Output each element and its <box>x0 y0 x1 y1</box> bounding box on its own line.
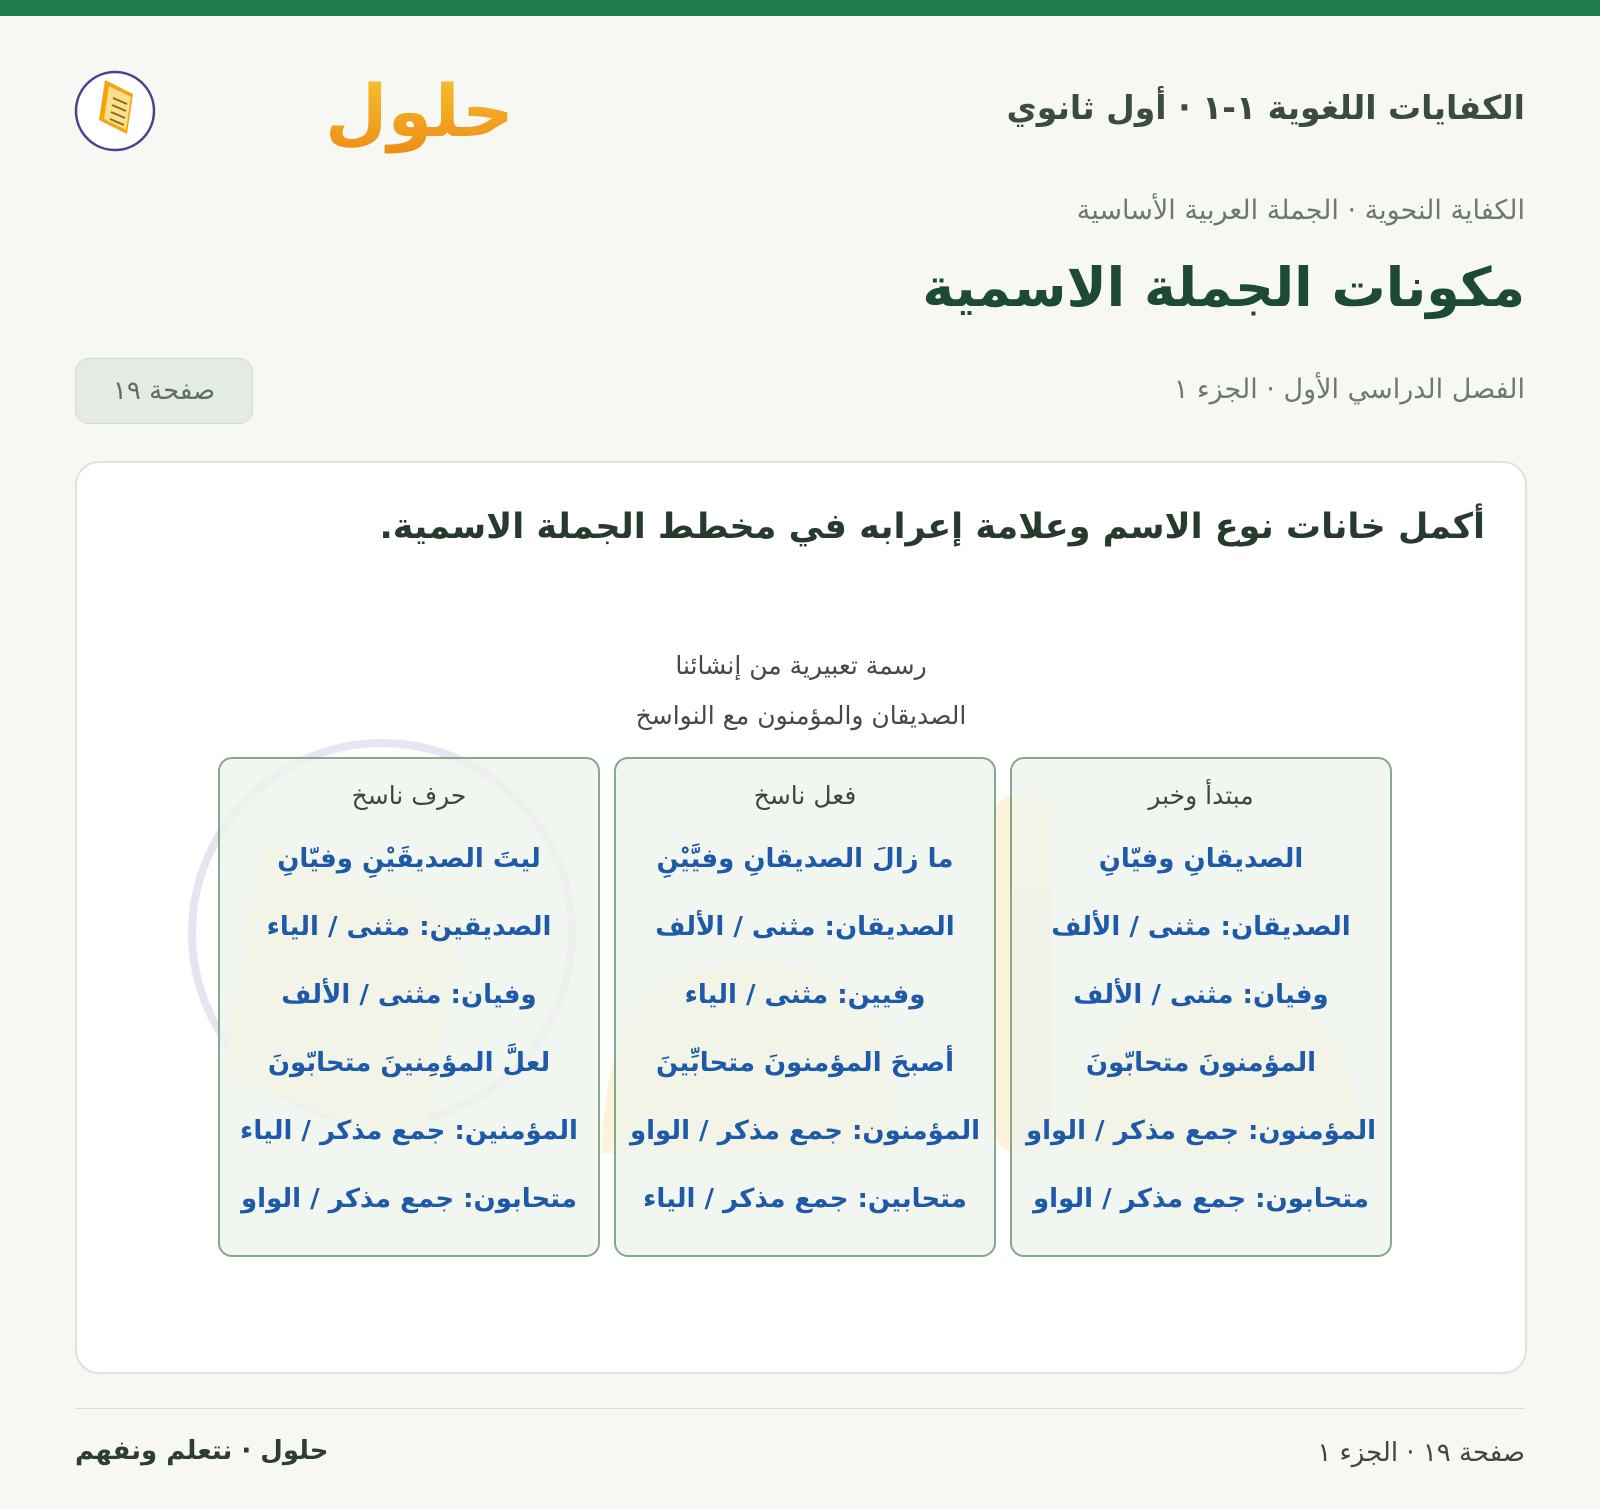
page-title: مكونات الجملة الاسمية <box>922 256 1525 319</box>
answer-line: المؤمنون: جمع مذكر / الواو <box>1025 1116 1377 1146</box>
answer-line: وفيان: مثنى / الألف <box>1073 980 1329 1010</box>
answer-line: المؤمنين: جمع مذكر / الياء <box>240 1116 578 1146</box>
column-title: مبتدأ وخبر <box>1148 781 1254 810</box>
exercise-instruction: أكمل خانات نوع الاسم وعلامة إعرابه في مخطط الجملة الاسمية. <box>379 507 1485 547</box>
page-number-badge: صفحة ١٩ <box>75 358 253 424</box>
exercise-card <box>75 461 1527 1374</box>
answer-line: متحابين: جمع مذكر / الياء <box>643 1184 967 1214</box>
example-sentence: أصبحَ المؤمنونَ متحابِّينَ <box>655 1048 955 1078</box>
figure-caption: رسمة تعبيرية من إنشائنا <box>675 651 927 680</box>
hulul-logo <box>75 54 514 160</box>
answer-line: الصديقين: مثنى / الياء <box>266 912 552 942</box>
logo-wordmark: حلول <box>325 69 514 153</box>
breadcrumb: الكفاية النحوية · الجملة العربية الأساسية <box>1076 195 1525 226</box>
figure-subcaption: الصديقان والمؤمنون مع النواسخ <box>635 701 967 730</box>
answer-line: وفيين: مثنى / الياء <box>684 980 926 1010</box>
column-title: فعل ناسخ <box>753 781 857 810</box>
answer-line: الصديقان: مثنى / الألف <box>655 912 955 942</box>
answer-line: متحابون: جمع مذكر / الواو <box>241 1184 577 1214</box>
course-title: الكفايات اللغوية ١-١ · أول ثانوي <box>1006 88 1525 127</box>
answer-line: المؤمنون: جمع مذكر / الواو <box>629 1116 981 1146</box>
footer-brand: حلول · نتعلم ونفهم <box>75 1436 329 1466</box>
answer-line: الصديقان: مثنى / الألف <box>1051 912 1351 942</box>
footer-page-info: صفحة ١٩ · الجزء ١ <box>1317 1438 1525 1468</box>
semester-label: الفصل الدراسي الأول · الجزء ١ <box>1173 374 1525 405</box>
page-header <box>75 54 1525 164</box>
answer-line: وفيان: مثنى / الألف <box>281 980 537 1010</box>
example-sentence: ما زالَ الصديقانِ وفيَّيْنِ <box>656 844 954 874</box>
example-sentence: الصديقانِ وفيّانِ <box>1098 844 1304 874</box>
example-sentence: ليتَ الصديقَيْنِ وفيّانِ <box>277 844 541 874</box>
diagram-column-verb-nasikh <box>614 757 996 1257</box>
footer-divider <box>75 1408 1525 1409</box>
example-sentence: المؤمنونَ متحابّونَ <box>1085 1048 1317 1078</box>
diagram-column-mubtada-khabar <box>1010 757 1392 1257</box>
column-title: حرف ناسخ <box>351 781 467 810</box>
answer-line: متحابون: جمع مذكر / الواو <box>1033 1184 1369 1214</box>
example-sentence: لعلَّ المؤمِنينَ متحابّونَ <box>267 1048 551 1078</box>
top-accent-bar <box>0 0 1600 16</box>
diagram-column-particle-nasikh <box>218 757 600 1257</box>
